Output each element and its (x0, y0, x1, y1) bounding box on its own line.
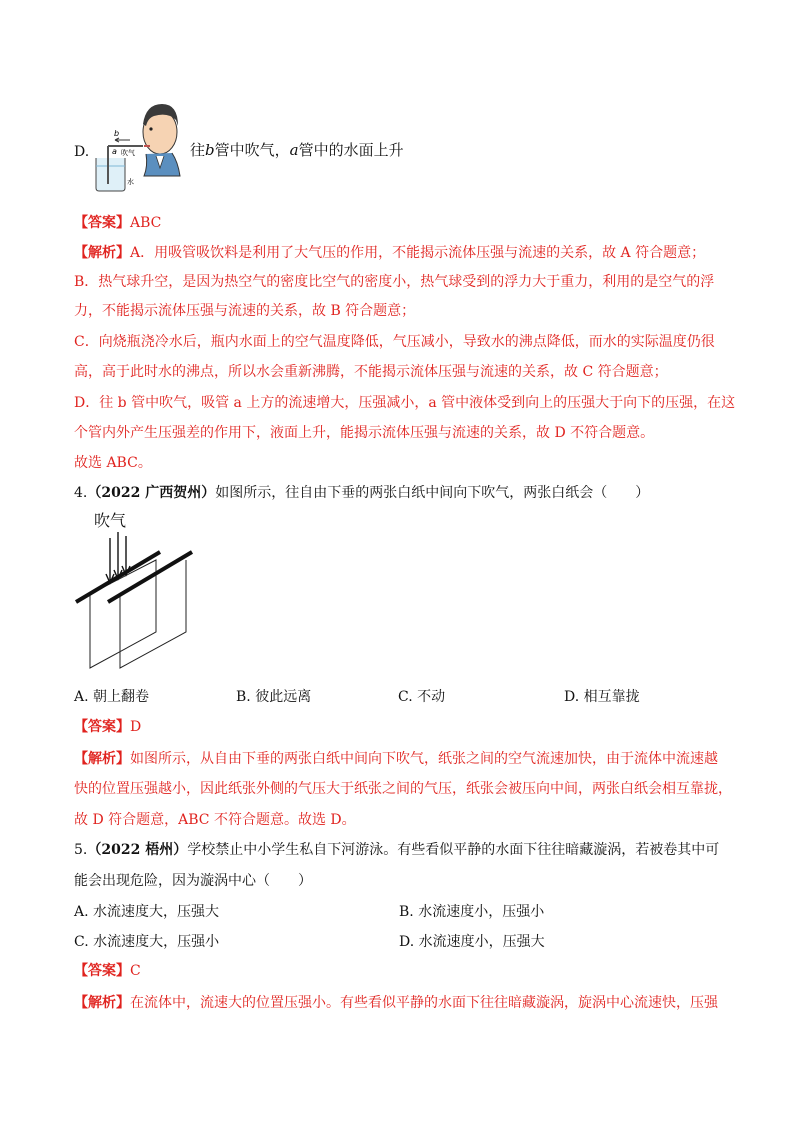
two-papers-figure (74, 508, 194, 674)
q4-option-d[interactable]: D. 相互靠拢 (564, 689, 640, 705)
figure-label-blow-air: 吹气 (94, 511, 127, 530)
option-d-text: 往b管中吹气，a管中的水面上升 (190, 141, 404, 159)
q5-option-d[interactable]: D. 水流速度小，压强大 (399, 934, 545, 950)
q4-option-a[interactable]: A. 朝上翻卷 (74, 689, 150, 705)
prev-analysis-line-1: 【解析】A．用吸管吸饮料是利用了大气压的作用，不能揭示流体压强与流速的关系，故 A 符合题意； (74, 245, 706, 261)
q4-stem: 4.（2022 广西贺州）如图所示，往自由下垂的两张白纸中间向下吹气，两张白纸会（ ） (74, 485, 650, 501)
prev-analysis-line-6: D．往 b 管中吹气，吸管 a 上方的流速增大，压强减小，a 管中液体受到向上的压强大于向下的压强，在这 (74, 395, 736, 411)
prev-analysis-line-2: B．热气球升空，是因为热空气的密度比空气的密度小，热气球受到的浮力大于重力，利用的是空气的浮 (74, 274, 715, 290)
prev-analysis-line-5: 高，高于此时水的沸点，所以水会重新沸腾，不能揭示流体压强与流速的关系，故 C 符合题意； (74, 364, 668, 380)
q4-answer: 【答案】D (74, 719, 142, 735)
q5-option-b[interactable]: B. 水流速度小，压强小 (399, 904, 545, 920)
q5-answer: 【答案】C (74, 963, 141, 979)
q4-analysis-line-2: 快的位置压强越小，因此纸张外侧的气压大于纸张之间的气压，纸张会被压向中间，两张白纸会相互靠拢， (74, 781, 732, 797)
q4-option-b[interactable]: B. 彼此远离 (236, 689, 312, 705)
q4-analysis-line-3: 故 D 符合题意，ABC 不符合题意。故选 D。 (74, 812, 356, 828)
q5-analysis-line-1: 【解析】在流体中，流速大的位置压强小。有些看似平静的水面下往往暗藏漩涡，旋涡中心流速快，压强 (74, 995, 718, 1011)
prev-analysis-line-4: C．向烧瓶浇冷水后，瓶内水面上的空气温度降低，气压减小，导致水的沸点降低，而水的实际温度仍很 (74, 334, 715, 350)
figure-label-b: b (114, 129, 120, 138)
figure-label-blow: 吹气 (121, 149, 135, 157)
option-d-letter: D. (74, 144, 90, 160)
q5-option-a[interactable]: A. 水流速度大，压强大 (74, 904, 220, 920)
q5-stem-line-1: 5.（2022 梧州）学校禁止中小学生私自下河游泳。有些看似平静的水面下往往暗藏漩涡，若被卷其中可 (74, 842, 720, 858)
q5-option-c[interactable]: C. 水流速度大，压强小 (74, 934, 220, 950)
figure-label-a: a (112, 147, 117, 156)
q4-option-c[interactable]: C. 不动 (398, 689, 446, 705)
prev-analysis-line-7: 个管内外产生压强差的作用下，液面上升，能揭示流体压强与流速的关系，故 D 不符合题意。 (74, 425, 655, 441)
prev-analysis-line-8: 故选 ABC。 (74, 455, 152, 471)
prev-analysis-line-3: 力，不能揭示流体压强与流速的关系，故 B 符合题意； (74, 303, 416, 319)
q4-analysis-line-1: 【解析】如图所示，从自由下垂的两张白纸中间向下吹气，纸张之间的空气流速加快，由于流体中流速越 (74, 751, 718, 767)
figure-label-water: 水 (127, 178, 134, 186)
boy-blowing-straw-figure (88, 96, 186, 192)
q5-stem-line-2: 能会出现危险，因为漩涡中心（ ） (74, 873, 312, 889)
option-d-row (74, 143, 89, 161)
prev-answer: 【答案】ABC (74, 215, 162, 231)
